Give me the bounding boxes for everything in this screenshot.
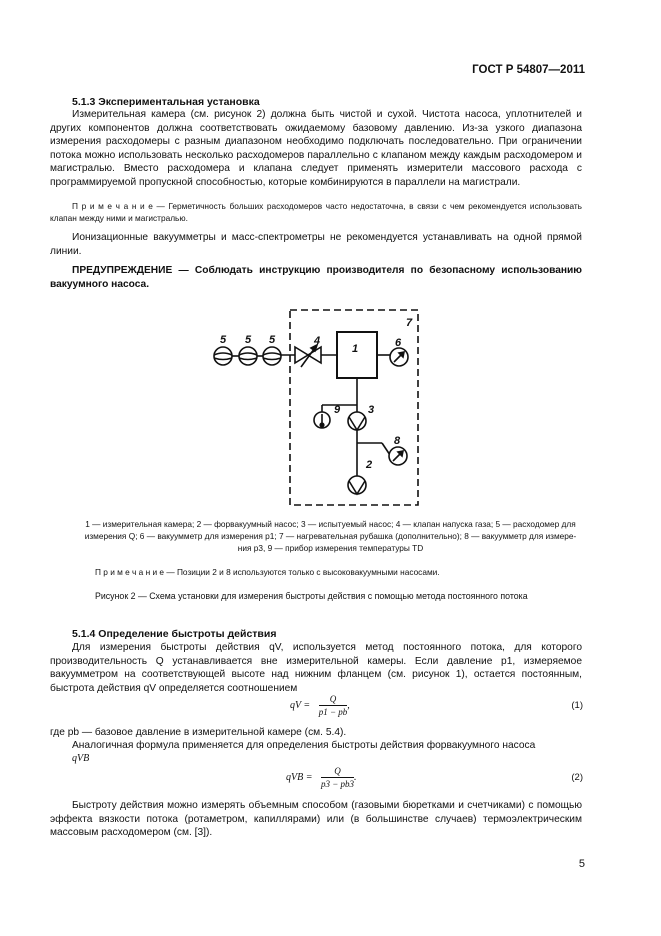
fore-pump-label: 2 <box>366 459 373 471</box>
equation-1-lhs: qV = <box>290 699 311 711</box>
section-5-1-3-paragraph: Измерительная камера (см. рисунок 2) должна быть чистой и сухой. Чистота насоса, уплотнителей и других компонентов должна соответствовать ожидаемому базовому давлению. Из-за узкого диапазона измерения расходомеры с разным диапазоном необходимо подключать последовательно. При ограничении потока можно использовать несколько расходомеров параллельно с клапаном между каждым расходомером и магистралью. Вместо расходомера и клапана следует применять измерители массового расхода с программируемой пропускной способностью, которые комбинируются в параллели на магистрали. <box>50 109 582 188</box>
flowmeter-series <box>214 334 281 365</box>
fore-pump-symbol: qVB <box>72 753 90 764</box>
section-5-1-3-heading: 5.1.3 Экспериментальная установка <box>72 96 260 108</box>
gauge6-label: 6 <box>395 337 402 349</box>
measurement-chamber <box>337 332 377 378</box>
flowmeter-label: 5 <box>220 334 227 346</box>
flowmeter-icon <box>239 347 257 365</box>
chamber-label: 1 <box>352 343 359 355</box>
section-5-1-4-heading: 5.1.4 Определение быстроты действия <box>72 628 277 640</box>
legend-line-2: измерения Q; 6 — вакуумметр для измерения p1; 7 — нагревательная рубашка (дополнительно); 8 — вакуумметр для измере- <box>84 531 577 541</box>
ionization-paragraph: Ионизационные вакуумметры и масс-спектрометры не рекомендуется устанавливать на одной прямой линии. <box>50 232 582 257</box>
jacket-label: 7 <box>406 317 413 329</box>
figure-note <box>95 566 440 578</box>
setup-diagram <box>200 300 440 510</box>
equation-2-denominator: p3 − pb3 <box>320 779 355 789</box>
equation-2-number: (2) <box>571 772 583 783</box>
equation-1-numerator: Q <box>319 694 348 706</box>
equation-2 <box>286 766 357 789</box>
warning-text: ПРЕДУПРЕЖДЕНИЕ — Соблюдать инструкцию производителя по безопасному использованию вакуумного насоса. <box>50 265 582 290</box>
legend-line-1: 1 — измерительная камера; 2 — форвакуумный насос; 3 — испытуемый насос; 4 — клапан напуска газа; 5 — расходомер для <box>85 519 576 529</box>
equation-2-tail: . <box>354 771 357 783</box>
note-text: — Позиции 2 и 8 используются только с высоковакуумными насосами. <box>166 567 440 577</box>
valve-label: 4 <box>314 335 321 347</box>
note-label: П р и м е ч а н и е <box>95 567 165 577</box>
flowmeter-label: 5 <box>269 334 276 346</box>
note-label: П р и м е ч а н и е <box>72 201 153 211</box>
equation-1 <box>290 694 350 717</box>
equation-1-denominator: p1 − pb <box>318 707 348 717</box>
flowmeter-label: 5 <box>245 334 252 346</box>
equation-1-number: (1) <box>571 700 583 711</box>
figure-caption: Рисунок 2 — Схема установки для измерения быстроты действия с помощью метода постоянного потока <box>95 591 528 601</box>
page-number: 5 <box>578 858 585 870</box>
flowmeter-icon <box>214 347 232 365</box>
equation-1-fraction <box>319 694 348 717</box>
equation-2-numerator: Q <box>321 766 354 778</box>
flowmeter-icon <box>263 347 281 365</box>
fore-pump-paragraph: Аналогичная формула применяется для определения быстроты действия форвакуумного насоса <box>72 740 536 751</box>
legend-line-3: ния p3, 9 — прибор измерения температуры TD <box>237 543 424 553</box>
note-text: — Герметичность больших расходомеров часто недостаточна, в связи с чем рекомендуется использовать клапан между ними и магистралью. <box>50 201 583 223</box>
inlet-valve <box>295 347 321 363</box>
measurement-methods-paragraph: Быстроту действия можно измерять объемным способом (газовыми бюретками и счетчиками) с помощью эффекта вязкости потока (ротаметром, капиллярами) или (в большинстве случаев) термоэлектрическим массовым расходомером (см. [3]). <box>50 800 582 839</box>
equation-2-lhs: qVB = <box>286 771 313 783</box>
figure-legend <box>40 518 621 554</box>
section-5-1-3-note <box>50 200 582 224</box>
standard-header: ГОСТ Р 54807—2011 <box>472 64 585 76</box>
base-pressure-definition: где pb — базовое давление в измерительной камере (см. 5.4). <box>50 727 347 738</box>
test-pump-label: 3 <box>368 404 375 416</box>
section-5-1-4-paragraph: Для измерения быстроты действия qV, используется метод постоянного потока, для которого производительность Q устанавливается вне измерительной камеры. Если давление p1, измеряемое вакуумметром на соответствующей высоте над нижним фланцем (см. рисунок 1), остается постоянным, быстрота действия qV определяется соотношением <box>50 642 582 694</box>
gauge8-label: 8 <box>394 435 401 447</box>
equation-2-fraction <box>321 766 354 789</box>
thermometer-label: 9 <box>334 404 341 416</box>
equation-1-tail: , <box>347 699 350 711</box>
